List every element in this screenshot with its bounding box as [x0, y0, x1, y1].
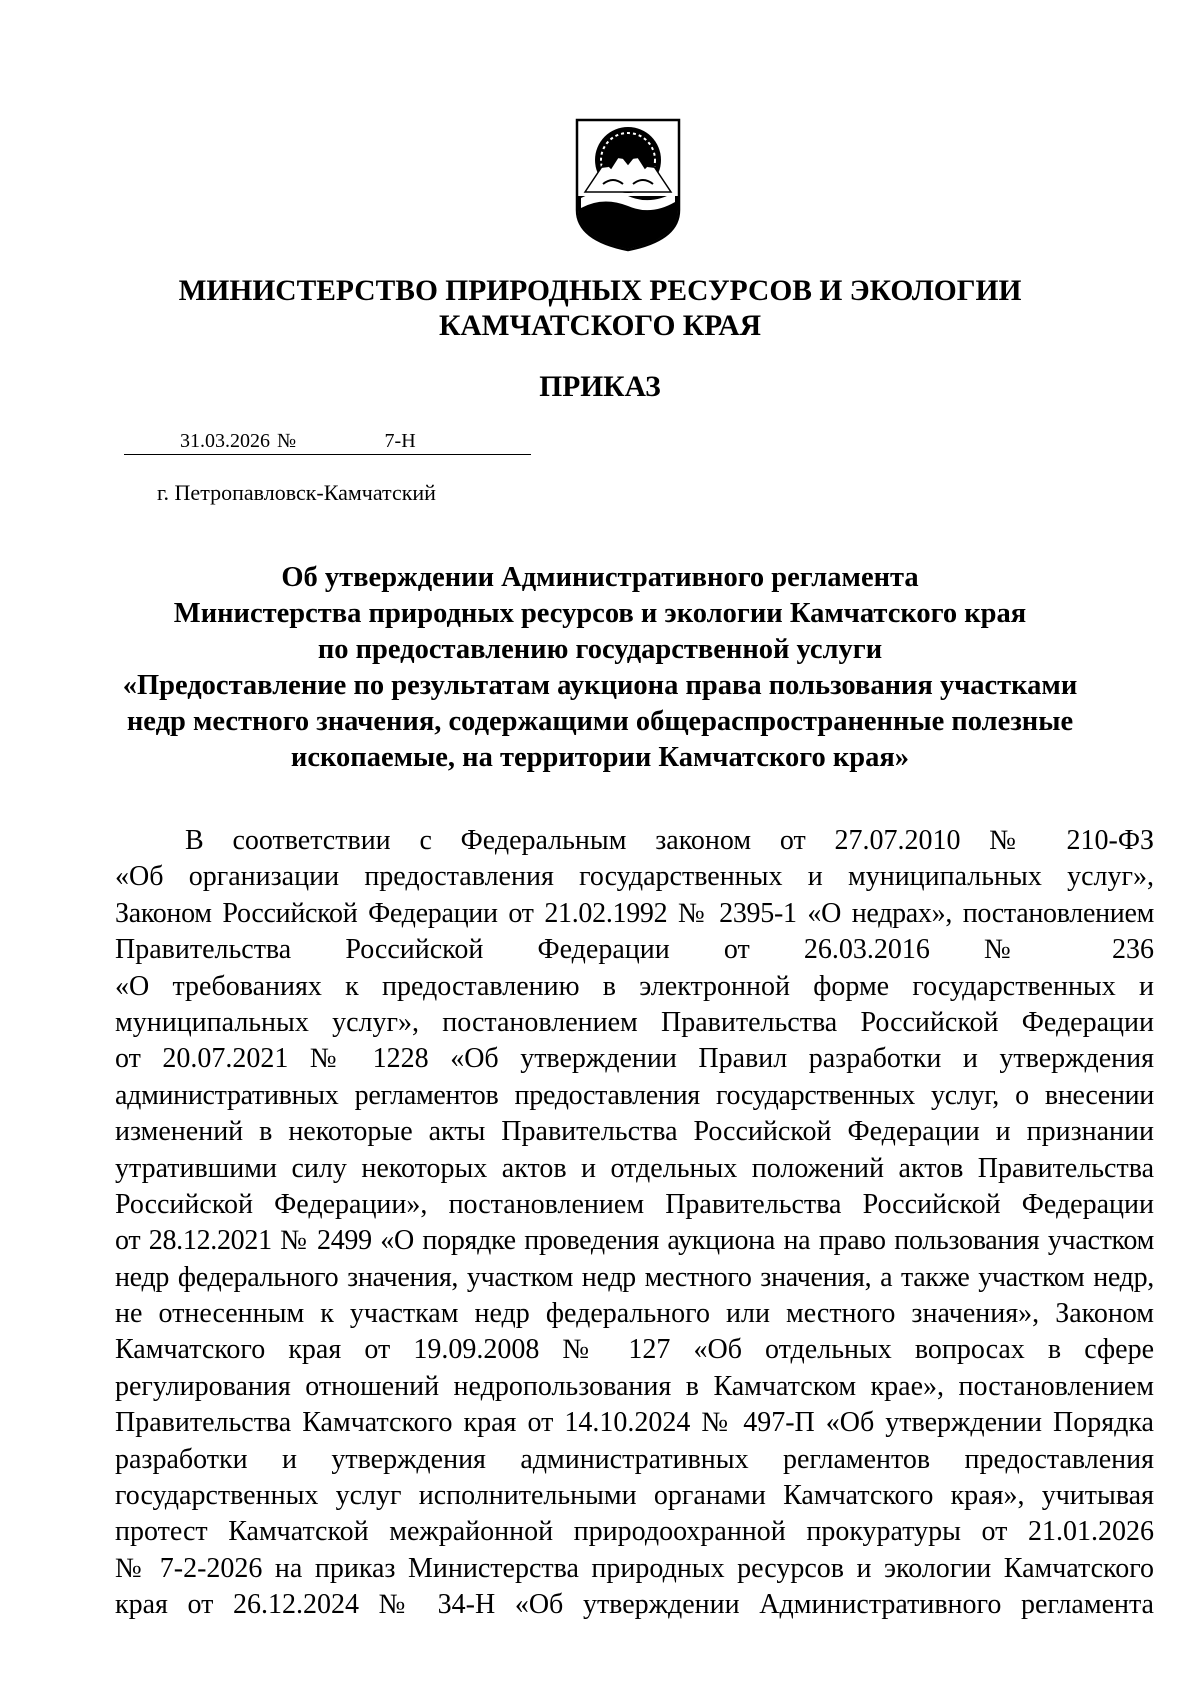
body-line: изменений в некоторые акты Правительства Российской Федерации и признании	[115, 1116, 1154, 1148]
ministry-name-line: КАМЧАТСКОГО КРАЯ	[438, 310, 762, 342]
document-title	[100, 560, 1100, 776]
body-line: от 20.07.2021 № 1228 «Об утверждении Правил разработки и утверждения	[115, 1043, 1154, 1075]
city: г. Петропавловск-Камчатский	[157, 480, 436, 505]
body-line: протест Камчатской межрайонной природоохранной прокуратуры от 21.01.2026	[115, 1516, 1154, 1548]
body-line: Правительства Камчатского края от 14.10.2024 № 497-П «Об утверждении Порядка	[115, 1407, 1154, 1439]
title-line: ископаемые, на территории Камчатского края»	[290, 742, 910, 773]
body-line: Камчатского края от 19.09.2008 № 127 «Об отдельных вопросах в сфере	[115, 1334, 1154, 1366]
body-line: № 7-2-2026 на приказ Министерства природных ресурсов и экологии Камчатского	[115, 1552, 1154, 1584]
body-paragraph	[115, 823, 1154, 1624]
title-line: Министерства природных ресурсов и экологии Камчатского края	[173, 598, 1027, 629]
body-line: «Об организации предоставления государственных и муниципальных услуг»,	[115, 861, 1154, 893]
document-type: ПРИКАЗ	[539, 371, 661, 403]
body-line: регулирования отношений недропользования в Камчатском крае», постановлением	[115, 1370, 1154, 1402]
body-line: от 28.12.2021 № 2499 «О порядке проведения аукциона на право пользования участком	[115, 1225, 1154, 1257]
number-sign: №	[274, 428, 299, 455]
body-line: разработки и утверждения административных регламентов предоставления	[115, 1443, 1154, 1475]
emblem-icon	[573, 118, 683, 252]
body-line: В соответствии с Федеральным законом от 27.07.2010 № 210-ФЗ	[185, 825, 1154, 856]
body-line: недр федерального значения, участком недр местного значения, а также участком недр,	[115, 1261, 1154, 1293]
ministry-name-line: МИНИСТЕРСТВО ПРИРОДНЫХ РЕСУРСОВ И ЭКОЛОГИИ	[178, 275, 1022, 307]
body-line: Правительства Российской Федерации от 26.03.2016 № 236	[115, 934, 1154, 966]
document-number: 7-Н	[299, 428, 531, 455]
body-line: Законом Российской Федерации от 21.02.1992 № 2395-1 «О недрах», постановлением	[115, 897, 1154, 929]
body-line: утратившими силу некоторых актов и отдельных положений актов Правительства	[115, 1152, 1154, 1184]
title-line: Об утверждении Административного регламента	[281, 562, 919, 593]
body-line: Российской Федерации», постановлением Правительства Российской Федерации	[115, 1188, 1154, 1220]
body-line: административных регламентов предоставления государственных услуг, о внесении	[115, 1079, 1154, 1111]
body-line: не отнесенным к участкам недр федерального или местного значения», Законом	[115, 1298, 1154, 1330]
document-date: 31.03.2026	[124, 428, 274, 455]
body-line: муниципальных услуг», постановлением Правительства Российской Федерации	[115, 1006, 1154, 1038]
title-line: по предоставлению государственной услуги	[317, 634, 883, 665]
title-line: «Предоставление по результатам аукциона права пользования участками	[122, 670, 1078, 701]
title-line: недр местного значения, содержащими общераспространенные полезные	[126, 706, 1074, 737]
body-line: «О требованиях к предоставлению в электронной форме государственных и	[115, 970, 1154, 1002]
body-line: края от 26.12.2024 № 34-Н «Об утверждении Административного регламента	[115, 1589, 1154, 1621]
body-line: государственных услуг исполнительными органами Камчатского края», учитывая	[115, 1480, 1154, 1512]
ministry-name	[0, 274, 1200, 344]
registration-line	[124, 428, 531, 455]
